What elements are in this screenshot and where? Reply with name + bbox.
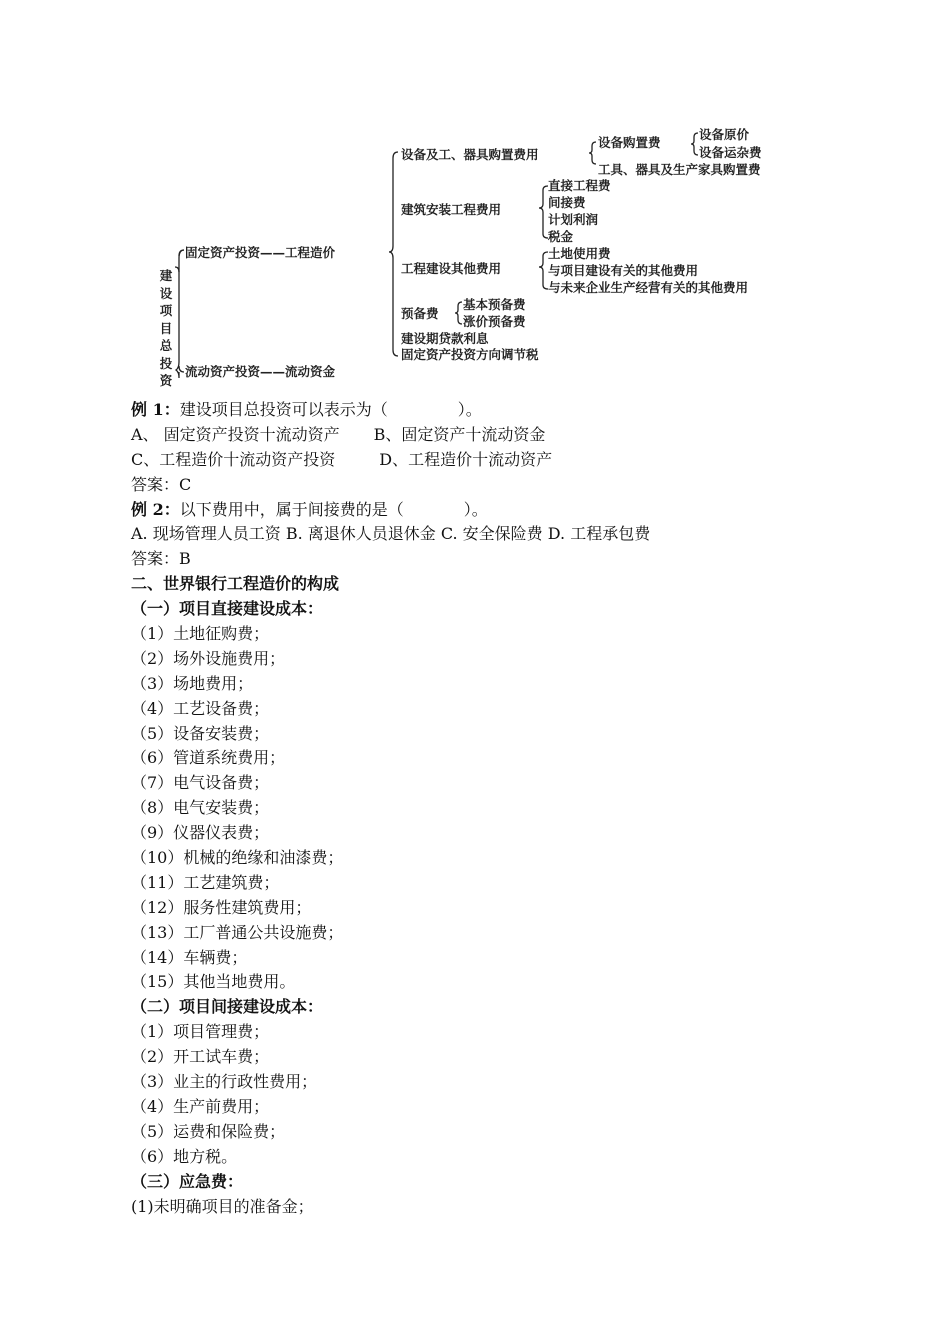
example-2-options: A. 现场管理人员工资 B. 离退休人员退休金 C. 安全保险费 D. 工程承包费 bbox=[131, 524, 651, 544]
price-reserve-label: 涨价预备费 bbox=[463, 314, 526, 329]
list-item: （6）管道系统费用； bbox=[131, 748, 286, 768]
equip-label: 设备及工、器具购置费用 bbox=[401, 147, 539, 162]
list-item: （1）土地征购费； bbox=[131, 624, 270, 644]
tools-label: 工具、器具及生产家具购置费 bbox=[598, 162, 761, 177]
example-2-label: 例 2： bbox=[131, 499, 180, 519]
list-item: （6）地方税。 bbox=[131, 1146, 238, 1166]
list-item: （3）场地费用； bbox=[131, 673, 254, 693]
list-item: （13）工厂普通公共设施费； bbox=[131, 922, 344, 942]
equip-original-label: 设备原价 bbox=[699, 127, 750, 142]
example-1-answer: 答案：C bbox=[131, 474, 192, 494]
land-label: 土地使用费 bbox=[548, 246, 611, 261]
option-c: C、工程造价十流动资产投资 bbox=[131, 449, 336, 469]
option-d: D、工程造价十流动资产 bbox=[379, 449, 553, 469]
future-related-label: 与未来企业生产经营有关的其他费用 bbox=[548, 280, 749, 295]
example-2-answer: 答案：B bbox=[131, 549, 191, 569]
list-item: （5）运费和保险费； bbox=[131, 1121, 286, 1141]
list-item: （11）工艺建筑费； bbox=[131, 872, 280, 892]
list-item: （12）服务性建筑费用； bbox=[131, 897, 312, 917]
example-2-question: 例 2：以下费用中，属于间接费的是（ ）。 bbox=[131, 499, 488, 519]
direct-label: 直接工程费 bbox=[548, 178, 611, 193]
section-title: 二、世界银行工程造价的构成 bbox=[131, 574, 340, 594]
list-item: （5）设备安装费； bbox=[131, 723, 270, 743]
loan-interest-label: 建设期贷款利息 bbox=[401, 331, 489, 346]
document-body bbox=[131, 398, 851, 1219]
root-label: 建设项目总投资 bbox=[159, 268, 173, 388]
project-related-label: 与项目建设有关的其他费用 bbox=[548, 263, 699, 278]
list-item: （14）车辆费； bbox=[131, 947, 248, 967]
tax-label: 税金 bbox=[548, 229, 574, 244]
example-1-options-cd bbox=[131, 448, 851, 473]
basic-reserve-label: 基本预备费 bbox=[463, 297, 526, 312]
list-item: （9）仪器仪表费； bbox=[131, 823, 270, 843]
indirect-cost-heading: （二）项目间接建设成本： bbox=[131, 997, 324, 1017]
equip-transport-label: 设备运杂费 bbox=[699, 145, 762, 160]
other-label: 工程建设其他费用 bbox=[401, 261, 502, 276]
cost-structure-diagram bbox=[150, 122, 830, 388]
list-item: （3）业主的行政性费用； bbox=[131, 1072, 318, 1092]
list-item: （2）开工试车费； bbox=[131, 1047, 270, 1067]
direct-cost-list bbox=[131, 622, 851, 995]
indirect-cost-list bbox=[131, 1020, 851, 1169]
profit-label: 计划利润 bbox=[548, 212, 599, 227]
contingency-list bbox=[131, 1195, 851, 1220]
list-item: （15）其他当地费用。 bbox=[131, 972, 296, 992]
list-item: （8）电气安装费； bbox=[131, 798, 270, 818]
list-item: （1）项目管理费； bbox=[131, 1022, 270, 1042]
list-item: （7）电气设备费； bbox=[131, 773, 270, 793]
contingency-heading: （三）应急费： bbox=[131, 1171, 244, 1191]
equip-purchase-label: 设备购置费 bbox=[598, 135, 661, 150]
reserve-label: 预备费 bbox=[401, 306, 439, 321]
list-item: (1)未明确项目的准备金； bbox=[131, 1196, 314, 1216]
construction-label: 建筑安装工程费用 bbox=[401, 202, 502, 217]
tax-adjust-label: 固定资产投资方向调节税 bbox=[401, 347, 539, 362]
list-item: （4）工艺设备费； bbox=[131, 698, 270, 718]
indirect-label: 间接费 bbox=[548, 195, 586, 210]
example-1-question: 例 1：建设项目总投资可以表示为（ ）。 bbox=[131, 400, 482, 419]
direct-cost-heading: （一）项目直接建设成本： bbox=[131, 599, 324, 619]
option-b: B、固定资产十流动资金 bbox=[373, 424, 546, 444]
list-item: （2）场外设施费用； bbox=[131, 648, 286, 668]
example-1-options-ab bbox=[131, 423, 851, 448]
option-a: A、 固定资产投资十流动资产 bbox=[131, 424, 340, 444]
example-1-label: 例 1： bbox=[131, 400, 180, 419]
list-item: （10）机械的绝缘和油漆费； bbox=[131, 848, 344, 868]
list-item: （4）生产前费用； bbox=[131, 1096, 270, 1116]
fixed-investment-label: 固定资产投资——工程造价 bbox=[185, 245, 336, 260]
current-investment-label: 流动资产投资——流动资金 bbox=[185, 364, 336, 379]
